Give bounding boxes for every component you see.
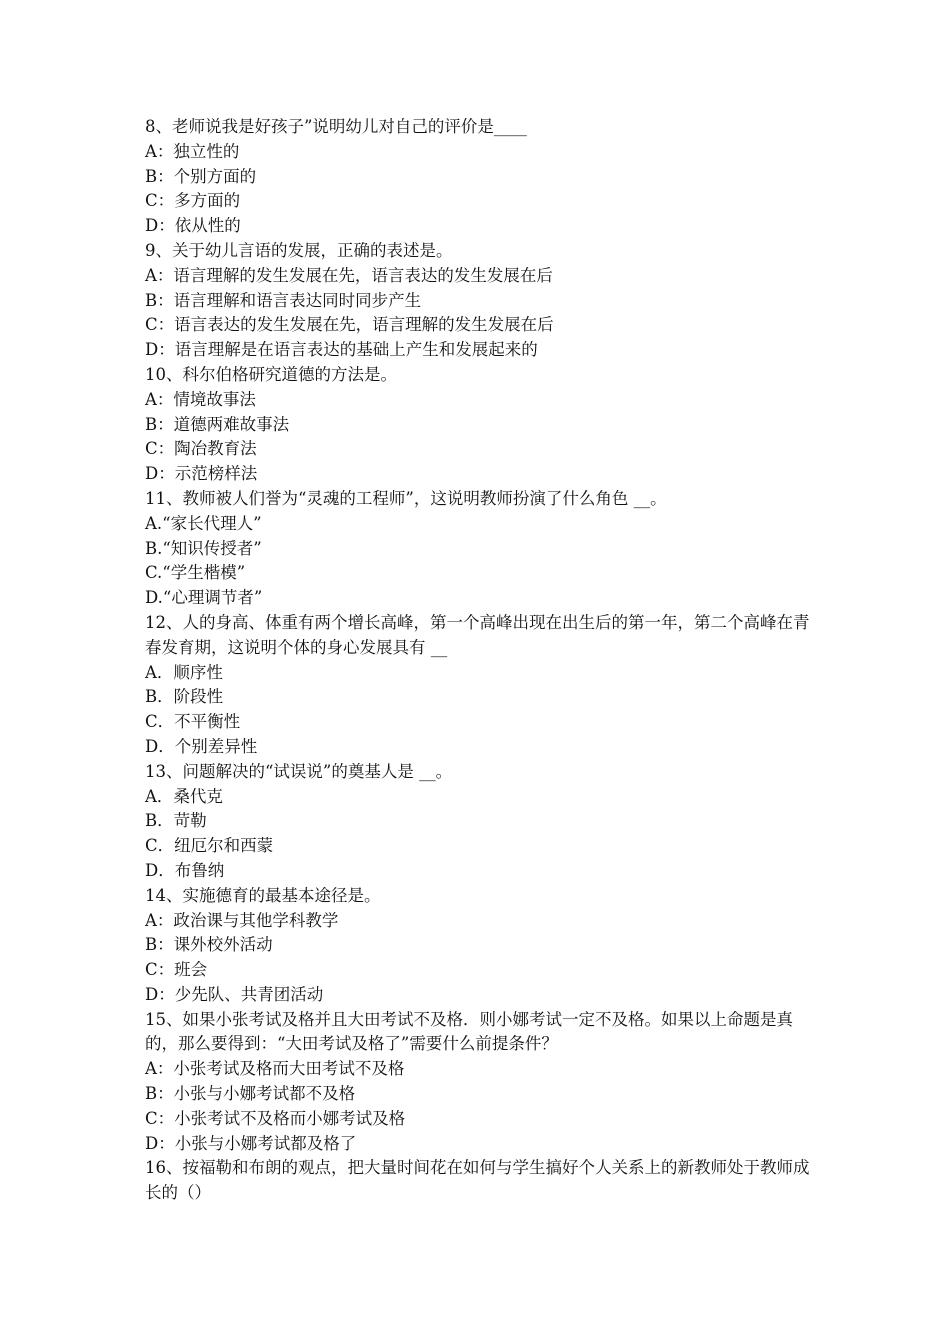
option-13c: C．纽厄尔和西蒙 <box>145 836 274 856</box>
question-11: 11、教师被人们誉为“灵魂的工程师”，这说明教师扮演了什么角色 __。 <box>145 488 667 508</box>
option-11a: A.“家长代理人” <box>145 513 262 533</box>
option-9d: D：语言理解是在语言表达的基础上产生和发展起来的 <box>145 340 538 360</box>
option-14b: B：课外校外活动 <box>145 935 273 955</box>
option-8d: D：依从性的 <box>145 216 241 236</box>
question-12: 12、人的身高、体重有两个增长高峰，第一个高峰出现在出生后的第一年，第二个高峰在青春发育期，这说明个体的身心发展具有 __ <box>145 612 810 657</box>
option-15a: A：小张考试及格而大田考试不及格 <box>145 1059 405 1079</box>
option-10b: B：道德两难故事法 <box>145 414 290 434</box>
option-13b: B．苛勒 <box>145 811 207 831</box>
option-8c: C：多方面的 <box>145 191 241 211</box>
option-12a: A．顺序性 <box>145 662 223 682</box>
option-15d: D：小张与小娜考试都及格了 <box>145 1133 357 1153</box>
question-list <box>145 115 815 1206</box>
option-8a: A：独立性的 <box>145 141 240 161</box>
option-14c: C：班会 <box>145 960 208 980</box>
option-12d: D．个别差异性 <box>145 736 258 756</box>
question-13: 13、问题解决的“试误说”的奠基人是 __。 <box>145 761 453 781</box>
option-14d: D：少先队、共青团活动 <box>145 984 324 1004</box>
option-10c: C：陶冶教育法 <box>145 439 257 459</box>
question-8: 8、老师说我是好孩子”说明幼儿对自己的评价是____ <box>145 117 527 136</box>
option-12c: C．不平衡性 <box>145 712 241 732</box>
option-13d: D．布鲁纳 <box>145 860 225 880</box>
option-15b: B：小张与小娜考试都不及格 <box>145 1084 356 1104</box>
option-13a: A．桑代克 <box>145 786 223 806</box>
option-9b: B：语言理解和语言表达同时同步产生 <box>145 290 422 310</box>
option-10a: A：情境故事法 <box>145 389 256 409</box>
question-16: 16、按福勒和布朗的观点，把大量时间花在如何与学生搞好个人关系上的新教师处于教师成长的（） <box>145 1158 810 1203</box>
option-11d: D.“心理调节者” <box>145 588 263 608</box>
option-15c: C：小张考试不及格而小娜考试及格 <box>145 1108 406 1128</box>
option-11c: C.“学生楷模” <box>145 563 246 583</box>
question-10: 10、科尔伯格研究道德的方法是。 <box>145 364 397 384</box>
option-14a: A：政治课与其他学科教学 <box>145 910 339 930</box>
option-10d: D：示范榜样法 <box>145 464 258 484</box>
option-11b: B.“知识传授者” <box>145 538 262 558</box>
option-8b: B：个别方面的 <box>145 166 257 186</box>
option-9c: C：语言表达的发生发展在先，语言理解的发生发展在后 <box>145 315 554 335</box>
option-12b: B．阶段性 <box>145 687 224 707</box>
question-15: 15、如果小张考试及格并且大田考试不及格．则小娜考试一定不及格。如果以上命题是真的，那么要得到：“大田考试及格了”需要什么前提条件？ <box>145 1009 793 1054</box>
question-9: 9、关于幼儿言语的发展，正确的表述是。 <box>145 240 453 260</box>
option-9a: A：语言理解的发生发展在先，语言表达的发生发展在后 <box>145 265 553 285</box>
question-14: 14、实施德育的最基本途径是。 <box>145 885 381 905</box>
